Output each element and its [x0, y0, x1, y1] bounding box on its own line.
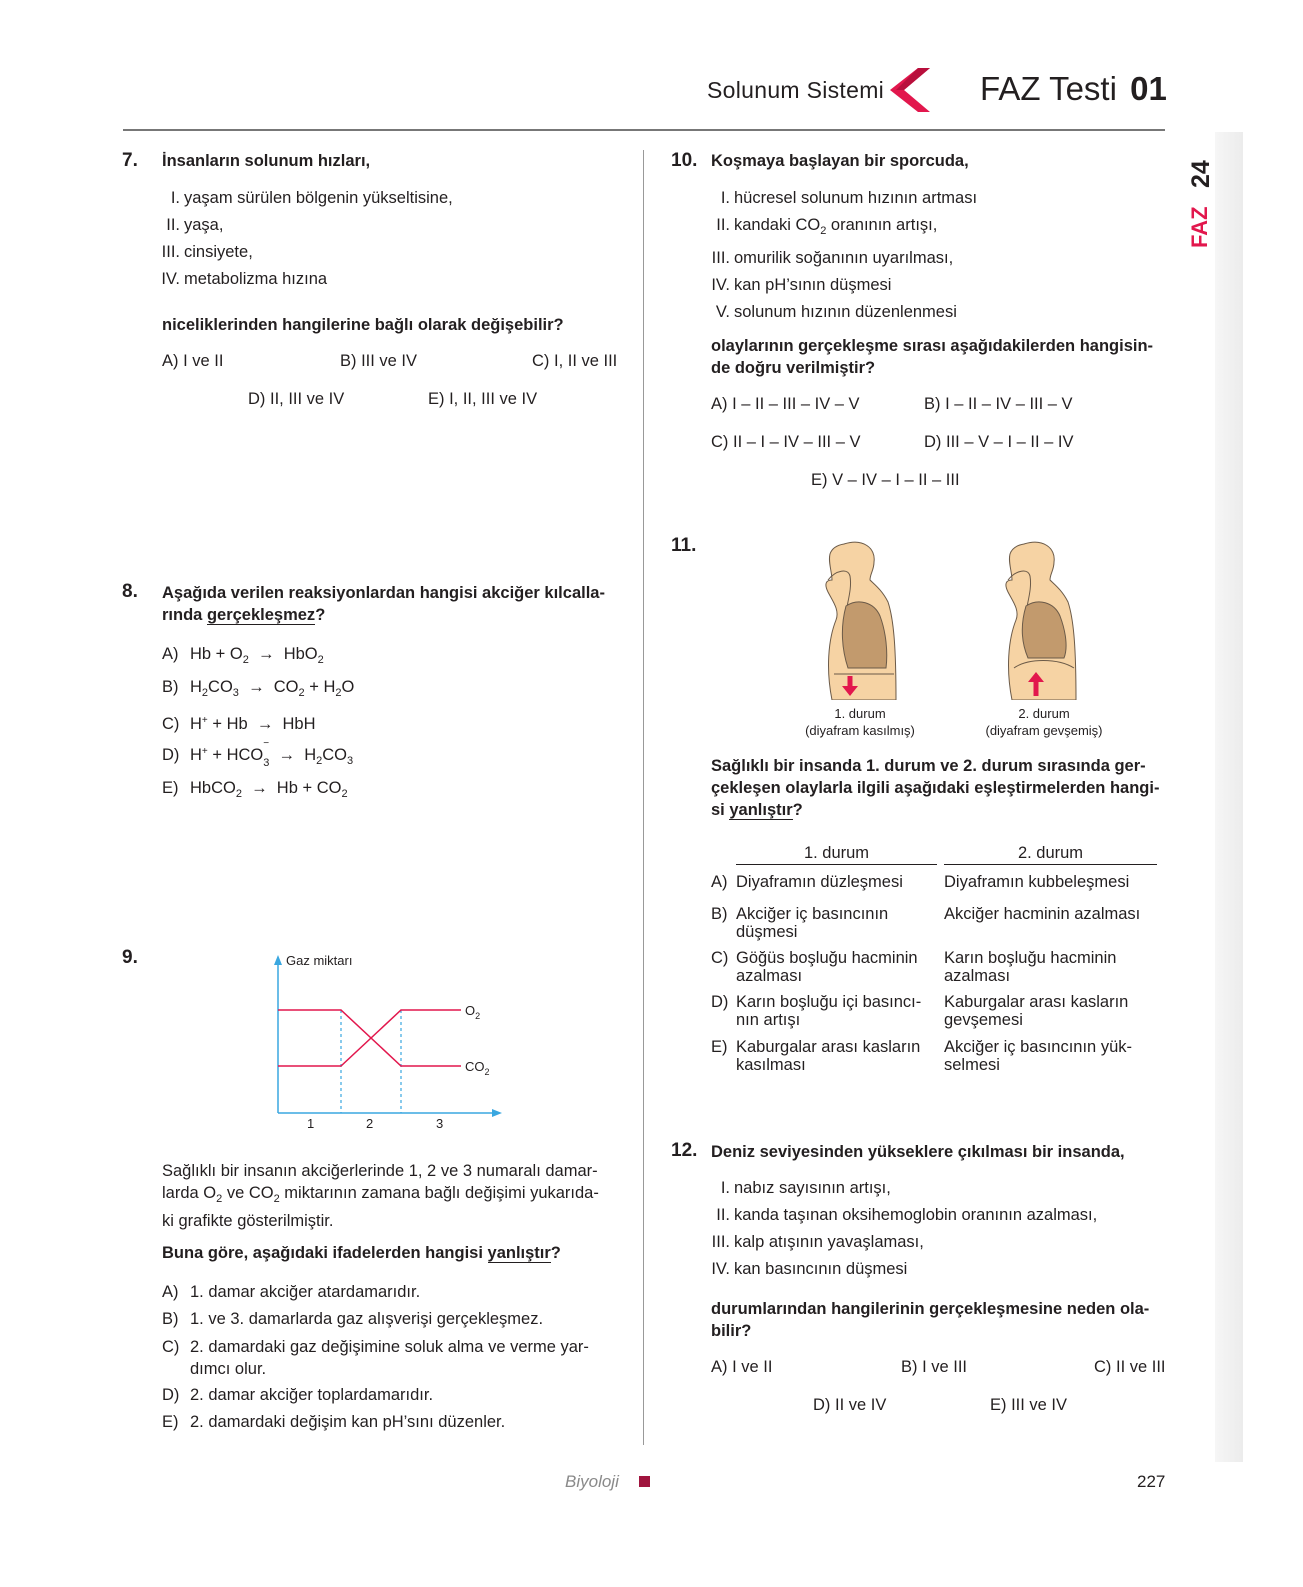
question-prompt: Buna göre, aşağıdaki ifadelerden hangisi yanlıştır?: [162, 1244, 561, 1262]
column-header-2: 2. durum: [944, 844, 1157, 865]
option-a[interactable]: A) I ve II: [711, 1358, 773, 1376]
option-a[interactable]: A) 1. damar akciğer atardamarıdır.: [162, 1283, 421, 1301]
option-e[interactable]: E) I, II, III ve IV: [428, 390, 538, 408]
list-item: II. kanda taşınan oksihemoglobin oranının azalması,: [716, 1206, 1098, 1224]
figure-2-caption: 2. durum (diyafram gevşemiş): [985, 706, 1103, 738]
reaction-options: [162, 641, 354, 808]
gas-graph: [260, 945, 520, 1135]
torso-figure-1: [818, 540, 898, 700]
x-tick-label: 1: [307, 1116, 315, 1131]
option-d[interactable]: D) H+ + HCO − $_3 \to H_2CO_3$: [162, 738, 354, 769]
co2-label: $CO_2$: [465, 1059, 490, 1077]
option-e[interactable]: E) V – IV – I – II – III: [811, 471, 960, 489]
list-item: V. solunum hızının düzenlenmesi: [715, 303, 957, 321]
column-divider: [643, 150, 644, 1445]
page-number: 227: [1137, 1472, 1166, 1491]
side-band: [1215, 132, 1243, 1462]
list-item: I. yaşam sürülen bölgenin yükseltisine,: [170, 189, 453, 207]
list-item: III. omurilik soğanının uyarılması,: [711, 249, 954, 267]
list-item: III. kalp atışının yavaşlaması,: [711, 1233, 924, 1251]
footer-subject: Biyoloji: [565, 1472, 619, 1491]
o2-line: [278, 1010, 461, 1066]
option-c[interactable]: C) I, II ve III: [532, 352, 618, 370]
list-item: III. cinsiyete,: [161, 243, 253, 261]
question-number: 8.: [122, 581, 138, 602]
option-c[interactable]: C) II – I – IV – III – V: [711, 433, 861, 451]
list-item: II. kandaki $CO_2$ oranının artışı,: [716, 216, 938, 237]
co2-line: [278, 1010, 461, 1066]
figure-1-caption: 1. durum (diyafram kasılmış): [805, 706, 915, 738]
question-stem: Koşmaya başlayan bir sporcuda,: [711, 152, 969, 170]
torso-figure-2: [998, 540, 1078, 700]
test-label: FAZ Testi: [980, 70, 1117, 107]
roman-list: [700, 1175, 1097, 1283]
option-d[interactable]: D) 2. damar akciğer toplardamarıdır.: [162, 1386, 434, 1404]
option-d[interactable]: D) II, III ve IV: [248, 390, 345, 408]
header-subject-title: Solunum Sistemi: [707, 77, 885, 103]
roman-list: [150, 185, 453, 293]
question-number: 10.: [671, 150, 698, 171]
list-item: I. nabız sayısının artışı,: [720, 1179, 891, 1197]
option-a[interactable]: A) $Hb + O_2 \to HbO_2$: [162, 645, 324, 666]
option-list: [162, 1279, 589, 1436]
option-a[interactable]: A) I – II – III – IV – V: [711, 395, 860, 413]
question-prompt: niceliklerinden hangilerine bağlı olarak değişebilir?: [162, 316, 564, 334]
question-number: 12.: [671, 1140, 698, 1161]
question-number: 7.: [122, 150, 138, 171]
question-stem: Deniz seviyesinden yükseklere çıkılması bir insanda,: [711, 1143, 1125, 1161]
question-prompt: olaylarının gerçekleşme sırası aşağıdakilerden hangisin- de doğru verilmiştir?: [711, 337, 1154, 377]
option-a[interactable]: A) I ve II: [162, 352, 224, 370]
header-rule: [123, 129, 1165, 131]
option-b[interactable]: B) 1. ve 3. damarlarda gaz alışverişi gerçekleşmez.: [162, 1310, 544, 1328]
question-prompt: durumlarından hangilerinin gerçekleşmesine neden ola- bilir?: [711, 1300, 1150, 1340]
chevron-left-icon: [888, 67, 932, 113]
question-stem: Aşağıda verilen reaksiyonlardan hangisi akciğer kılcalla- rında gerçekleşmez?: [162, 584, 605, 624]
o2-label: $O_2$: [465, 1003, 481, 1021]
option-b[interactable]: B) I – II – IV – III – V: [924, 395, 1073, 413]
option-d[interactable]: D) II ve IV: [813, 1396, 887, 1414]
side-tab-logo: FAZ: [1187, 206, 1212, 248]
question-stem: Sağlıklı bir insanda 1. durum ve 2. durum sırasında ger- çekleşen olaylarla ilgili aşağıdaki eşleştirmelerden hangi- si yanlıştır?: [711, 757, 1160, 819]
x-axis-arrow: [492, 1109, 502, 1117]
question-number: 9.: [122, 947, 138, 968]
x-tick-label: 2: [366, 1116, 374, 1131]
list-item: II. yaşa,: [166, 216, 224, 234]
list-item: IV. metabolizma hızına: [161, 270, 328, 288]
list-item: IV. kan basıncının düşmesi: [711, 1260, 908, 1278]
x-tick-label: 3: [436, 1116, 444, 1131]
test-number: 01: [1130, 70, 1167, 107]
footer-square-icon: [639, 1476, 650, 1487]
list-item: I. hücresel solunum hızının artması: [720, 189, 978, 207]
option-b[interactable]: B) I ve III: [901, 1358, 968, 1376]
option-c[interactable]: C) H+ + Hb → HbH: [162, 715, 316, 733]
option-e[interactable]: E) 2. damardaki değişim kan pH’sını düzenler.: [162, 1413, 506, 1431]
roman-list: [700, 185, 977, 326]
test-title: [980, 70, 1167, 108]
question-text: Sağlıklı bir insanın akciğerlerinde 1, 2 ve 3 numaralı damar- larda $O_2$ ve $CO_2$ miktarının zamana bağlı değişimi yukarıda- ki grafikte gösterilmiştir.: [162, 1162, 599, 1230]
option-c[interactable]: C) II ve III: [1094, 1358, 1166, 1376]
option-b[interactable]: B) III ve IV: [340, 352, 418, 370]
list-item: IV. kan pH’sının düşmesi: [711, 276, 892, 294]
y-axis-arrow: [274, 955, 282, 965]
option-c[interactable]: C) 2. damardaki gaz değişimine soluk alma ve verme yar- dımcı olur.: [162, 1338, 589, 1378]
y-axis-label: Gaz miktarı: [286, 953, 353, 968]
option-e[interactable]: E) HbCO$_2$ → $Hb + CO_2$: [162, 779, 348, 800]
question-number: 11.: [671, 535, 697, 556]
column-header-1: 1. durum: [736, 844, 937, 865]
question-stem: İnsanların solunum hızları,: [162, 152, 371, 170]
option-b[interactable]: B) $H_2CO_3 \to CO_2 + H_2O$: [162, 678, 355, 699]
option-d[interactable]: D) III – V – I – II – IV: [924, 433, 1074, 451]
side-tab-number: 24: [1187, 160, 1215, 188]
option-e[interactable]: E) III ve IV: [990, 1396, 1068, 1414]
